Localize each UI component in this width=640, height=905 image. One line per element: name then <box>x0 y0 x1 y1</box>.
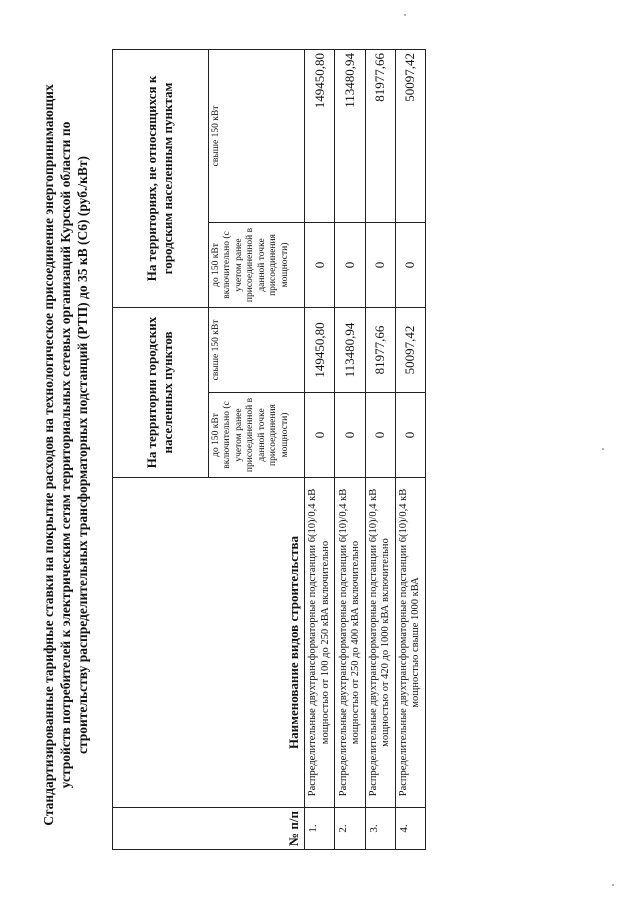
header-urban-upto150: до 150 кВт включительно (с учетом ранее присоединенной в данной точке присоединения мощности) <box>208 393 305 478</box>
header-rural: На территориях, не относящихся к городским населенным пунктам <box>113 49 209 307</box>
table-row <box>365 49 395 849</box>
urban-upto-value: 0 <box>305 393 335 478</box>
rural-over-value: 113480,94 <box>335 49 365 222</box>
document-title <box>40 40 108 870</box>
row-num: 4. <box>395 808 425 850</box>
title-line: строительству распределительных трансформаторных подстанций (РТП) до 35 кВ (С6) (руб./кВт) <box>75 155 90 755</box>
urban-upto-value: 0 <box>335 393 365 478</box>
urban-over-value: 81977,66 <box>365 307 395 392</box>
header-row <box>113 49 209 849</box>
urban-over-value: 113480,94 <box>335 307 365 392</box>
header-urban: На территории городских населенных пунктов <box>113 307 209 477</box>
row-name: Распределительные двухтрансформаторные подстанции 6(10)/0,4 кВ мощностью от 250 до 400 кВА включительно <box>335 478 365 808</box>
rural-upto-value: 0 <box>335 222 365 307</box>
row-num: 2. <box>335 808 365 850</box>
rural-over-value: 50097,42 <box>395 49 425 222</box>
scan-speck <box>612 884 614 886</box>
rural-upto-value: 0 <box>305 222 335 307</box>
rural-upto-value: 0 <box>395 222 425 307</box>
header-urban-over150: свыше 150 кВт <box>208 307 305 392</box>
header-name: Наименование видов строительства <box>113 478 305 808</box>
table-row <box>305 49 335 849</box>
row-num: 1. <box>305 808 335 850</box>
row-num: 3. <box>365 808 395 850</box>
urban-upto-value: 0 <box>395 393 425 478</box>
urban-over-value: 149450,80 <box>305 307 335 392</box>
row-name: Распределительные двухтрансформаторные подстанции 6(10)/0,4 кВ мощностью от 420 до 1000 кВА включительно <box>365 478 395 808</box>
rotated-page <box>40 40 430 870</box>
table-row <box>395 49 425 849</box>
header-rural-upto150: до 150 кВт включительно (с учетом ранее присоединенной в данной точке присоединения мощности) <box>208 222 305 307</box>
scan-speck <box>602 448 604 450</box>
urban-over-value: 50097,42 <box>395 307 425 392</box>
header-num: № п/п <box>113 808 305 850</box>
rural-over-value: 81977,66 <box>365 49 395 222</box>
table-row <box>335 49 365 849</box>
rural-over-value: 149450,80 <box>305 49 335 222</box>
row-name: Распределительные двухтрансформаторные подстанции 6(10)/0,4 кВ мощностью свыше 1000 кВА <box>395 478 425 808</box>
urban-upto-value: 0 <box>365 393 395 478</box>
title-line: устройств потребителей к электрическим сетям территориальных сетевых организаций Курской области по <box>58 121 73 789</box>
header-rural-over150: свыше 150 кВт <box>208 49 305 222</box>
scan-speck <box>404 14 406 16</box>
title-line: Стандартизированные тарифные ставки на покрытие расходов на технологическое присоединение энергопринимающих <box>41 84 56 826</box>
row-name: Распределительные двухтрансформаторные подстанции 6(10)/0,4 кВ мощностью от 100 до 250 кВА включительно <box>305 478 335 808</box>
rural-upto-value: 0 <box>365 222 395 307</box>
tariff-table <box>112 49 426 850</box>
